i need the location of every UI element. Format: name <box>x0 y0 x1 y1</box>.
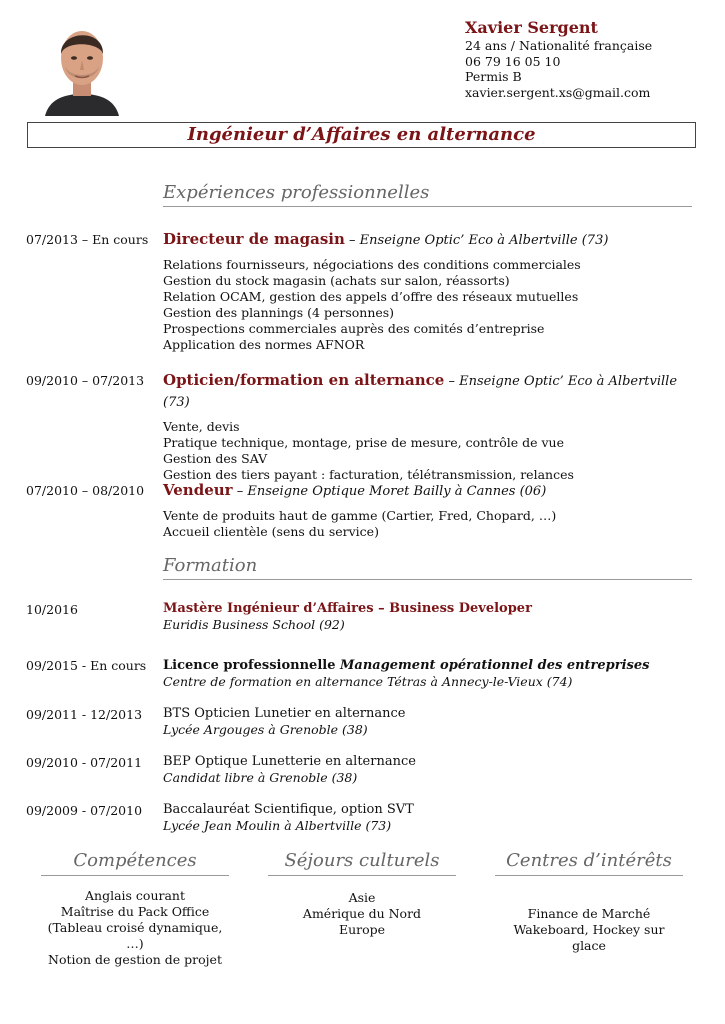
degree-title: Baccalauréat Scientifique, option SVT <box>163 802 414 817</box>
school-name: Lycée Jean Moulin à Albertville (73) <box>163 818 392 833</box>
task-item: Accueil clientèle (sens du service) <box>163 524 379 539</box>
contact-block <box>465 18 652 100</box>
sejour-item: Europe <box>338 922 386 937</box>
job-employer: Enseigne Optique Moret Bailly à Cannes (06) <box>247 484 547 499</box>
sejours-heading: Séjours culturels <box>268 850 456 876</box>
experience-heading: Expériences professionnelles <box>163 182 692 207</box>
experience-date: 07/2010 – 08/2010 <box>26 483 145 498</box>
interet-item: Finance de Marché <box>527 906 651 921</box>
formation-date: 09/2011 - 12/2013 <box>26 707 143 722</box>
formation-date: 10/2016 <box>26 602 78 617</box>
degree-title: Mastère Ingénieur d’Affaires – Business Developer <box>163 601 532 616</box>
task-list <box>163 508 703 540</box>
task-list <box>163 257 703 353</box>
sejour-item: Asie <box>348 890 376 905</box>
task-item: Relations fournisseurs, négociations des conditions commerciales <box>163 257 581 272</box>
task-item: Relation OCAM, gestion des appels d’offre des réseaux mutuelles <box>163 289 579 304</box>
formation-entry <box>163 706 703 738</box>
job-title: Opticien/formation en alternance <box>163 371 445 389</box>
interets-list <box>495 906 683 954</box>
degree-title: BTS Opticien Lunetier en alternance <box>163 706 406 721</box>
task-item: Gestion du stock magasin (achats sur salon, réassorts) <box>163 273 510 288</box>
job-title: Directeur de magasin <box>163 230 345 248</box>
competences-column <box>41 850 229 968</box>
competences-list <box>41 888 229 968</box>
task-list <box>163 419 703 483</box>
formation-heading: Formation <box>163 555 692 580</box>
formation-entry <box>163 657 703 690</box>
experience-entry <box>163 480 703 540</box>
formation-entry <box>163 802 703 834</box>
school-name: Euridis Business School (92) <box>163 617 345 632</box>
formation-date: 09/2010 - 07/2011 <box>26 755 143 770</box>
degree-specialty: Management opérationnel des entreprises <box>340 658 650 673</box>
school-name: Candidat libre à Grenoble (38) <box>163 770 358 785</box>
task-item: Gestion des tiers payant : facturation, télétransmission, relances <box>163 467 574 482</box>
task-item: Vente, devis <box>163 419 240 434</box>
task-item: Application des normes AFNOR <box>163 337 365 352</box>
task-item: Vente de produits haut de gamme (Cartier, Fred, Chopard, …) <box>163 508 557 523</box>
competence-item: Maîtrise du Pack Office <box>60 904 210 919</box>
experience-date: 09/2010 – 07/2013 <box>26 373 145 388</box>
job-separator: – <box>444 374 460 389</box>
task-item: Gestion des plannings (4 personnes) <box>163 305 395 320</box>
profile-photo <box>43 16 121 116</box>
degree-title: Licence professionnelle <box>163 658 340 673</box>
interets-heading: Centres d’intérêts <box>495 850 683 876</box>
driving-license: Permis B <box>465 69 522 84</box>
job-employer: Enseigne Optic’ Eco à Albertville (73) <box>163 374 678 410</box>
job-separator: – <box>344 233 360 248</box>
job-employer: Enseigne Optic’ Eco à Albertville (73) <box>359 233 609 248</box>
sejours-list <box>268 888 456 938</box>
job-title: Vendeur <box>163 481 233 499</box>
task-item: Pratique technique, montage, prise de mesure, contrôle de vue <box>163 435 564 450</box>
interet-item: Wakeboard, Hockey sur glace <box>513 922 665 953</box>
age-nationality: 24 ans / Nationalité française <box>465 38 653 53</box>
competence-item: (Tableau croisé dynamique, …) <box>47 920 223 951</box>
portrait-illustration <box>43 16 121 116</box>
experience-entry <box>163 370 703 483</box>
cv-title: Ingénieur d’Affaires en alternance <box>27 122 696 148</box>
formation-date: 09/2015 - En cours <box>26 658 147 673</box>
sejour-item: Amérique du Nord <box>302 906 422 921</box>
job-separator: – <box>232 484 248 499</box>
experience-date: 07/2013 – En cours <box>26 232 149 247</box>
school-name: Lycée Argouges à Grenoble (38) <box>163 722 368 737</box>
task-item: Prospections commerciales auprès des comités d’entreprise <box>163 321 545 336</box>
degree-title: BEP Optique Lunetterie en alternance <box>163 754 416 769</box>
formation-entry <box>163 601 703 633</box>
interets-column <box>495 850 683 954</box>
competences-heading: Compétences <box>41 850 229 876</box>
task-item: Gestion des SAV <box>163 451 268 466</box>
email-address[interactable]: xavier.sergent.xs@gmail.com <box>465 84 651 100</box>
formation-date: 09/2009 - 07/2010 <box>26 803 143 818</box>
sejours-column <box>268 850 456 938</box>
candidate-name: Xavier Sergent <box>465 18 598 37</box>
formation-entry <box>163 754 703 786</box>
competence-item: Anglais courant <box>85 888 185 903</box>
phone-number: 06 79 16 05 10 <box>465 53 561 69</box>
experience-entry <box>163 229 703 353</box>
school-name: Centre de formation en alternance Tétras à Annecy-le-Vieux (74) <box>163 674 573 689</box>
competence-item: Notion de gestion de projet <box>48 952 222 967</box>
